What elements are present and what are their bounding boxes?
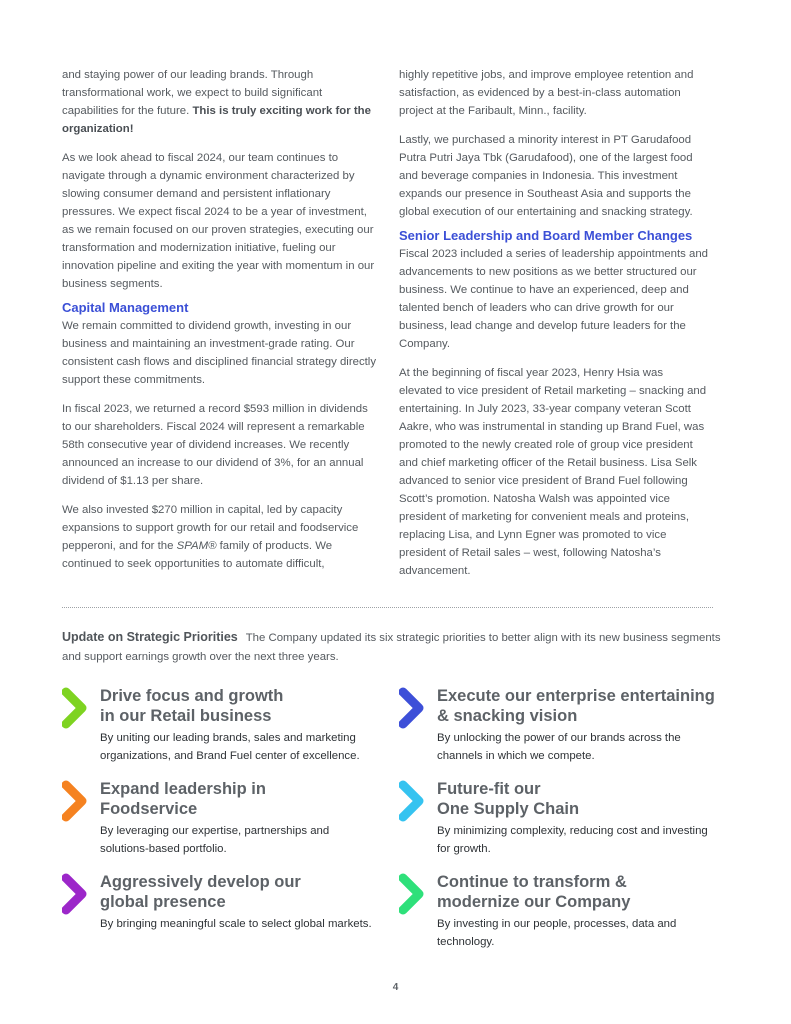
priority-title: Continue to transform & modernize our Company [437, 873, 631, 911]
priority-description: By investing in our people, processes, data and technology. [437, 918, 677, 948]
chevron-right-icon [62, 779, 90, 823]
priority-description: By minimizing complexity, reducing cost and investing for growth. [437, 825, 708, 855]
priority-item [399, 779, 719, 858]
priority-description: By unlocking the power of our brands across the channels in which we compete. [437, 732, 681, 762]
paragraph: At the beginning of fiscal year 2023, Henry Hsia was elevated to vice president of Retail marketing – snacking and entertaining. In July 2023, 33-year company veteran Scott Aakre, who was instrumental in standing up Brand Fuel, was promoted to the newly created role of group vice president and chief marketing officer of the Retail business. Lisa Selk advanced to senior vice president of Brand Fuel following Scott’s promotion. Natosha Walsh was appointed vice president of marketing for convenient meals and proteins, replacing Lisa, and Lynn Egner was promoted to vice president of Retail sales – west, following Natosha’s advancement. [399, 367, 707, 577]
chevron-right-icon [399, 872, 427, 916]
paragraph: highly repetitive jobs, and improve employee retention and satisfaction, as evidenced by a best-in-class automation project at the Faribault, Minn., facility. [399, 69, 694, 117]
paragraph: and staying power of our leading brands. Through transformational work, we expect to build significant capabilities for the future. This is truly exciting work for the organization! [62, 69, 371, 135]
paragraph: We remain committed to dividend growth, investing in our business and maintaining an investment-grade rating. Our consistent cash flows and disciplined financial strategy directly support these commitments. [62, 320, 377, 386]
priority-title: Drive focus and growth in our Retail business [100, 687, 284, 725]
priority-title: Expand leadership in Foodservice [100, 780, 266, 818]
priority-item [399, 872, 719, 951]
priority-item [399, 686, 719, 765]
paragraph: Lastly, we purchased a minority interest in PT Garudafood Putra Putri Jaya Tbk (Garudafood), one of the largest food and beverage companies in Indonesia. This investment expands our presence in Southeast Asia and supports the global execution of our entertaining and snacking strategy. [399, 134, 693, 218]
priority-description: By leveraging our expertise, partnerships and solutions-based portfolio. [100, 825, 330, 855]
priority-description: By bringing meaningful scale to select global markets. [100, 918, 372, 930]
strategic-priorities-text: The Company updated its six strategic priorities to better align with its new business segments and support earnings growth over the next three years. [62, 632, 721, 663]
priority-item [62, 872, 392, 933]
paragraph: In fiscal 2023, we returned a record $593 million in dividends to our shareholders. Fiscal 2024 will represent a remarkable 58th consecutive year of dividend increases. We recently announced an increase to our dividend of 3%, for an annual dividend of $1.13 per share. [62, 403, 368, 487]
bold-emphasis: This is truly exciting work for the organization! [62, 105, 371, 135]
paragraph: We also invested $270 million in capital, led by capacity expansions to support growth for our retail and foodservice pepperoni, and for the SPAM® family of products. We continued to seek opportunities to automate difficult, [62, 504, 359, 570]
paragraph: Fiscal 2023 included a series of leadership appointments and advancements to new positions as we better structured our business. We continue to have an experienced, deep and talented bench of leaders who can drive growth for our business, lead change and develop future leaders for the Company. [399, 248, 709, 350]
left-column [62, 66, 378, 584]
chevron-right-icon [399, 779, 427, 823]
priority-description: By uniting our leading brands, sales and marketing organizations, and Brand Fuel center of excellence. [100, 732, 360, 762]
brand-name: SPAM® [176, 540, 217, 552]
section-heading-leadership-changes: Senior Leadership and Board Member Changes [399, 228, 693, 243]
priority-item [62, 779, 362, 858]
priority-title: Future-fit our One Supply Chain [437, 780, 580, 818]
chevron-right-icon [399, 686, 427, 730]
strategic-priorities-intro [62, 628, 722, 667]
section-heading-capital-management: Capital Management [62, 300, 189, 315]
right-column [399, 66, 709, 591]
priority-title: Execute our enterprise entertaining & snacking vision [437, 687, 715, 725]
strategic-priorities-heading: Update on Strategic Priorities [62, 630, 238, 644]
chevron-right-icon [62, 686, 90, 730]
priority-item [62, 686, 362, 765]
chevron-right-icon [62, 872, 90, 916]
dotted-divider [62, 607, 713, 608]
paragraph: As we look ahead to fiscal 2024, our team continues to navigate through a dynamic environment characterized by slowing consumer demand and persistent inflationary pressures. We expect fiscal 2024 to be a year of investment, as we remain focused on our proven strategies, executing our transformation and modernization initiative, fueling our innovation pipeline and exiting the year with momentum in our business segments. [62, 152, 375, 290]
priority-title: Aggressively develop our global presence [100, 873, 301, 911]
page-number: 4 [392, 982, 399, 993]
